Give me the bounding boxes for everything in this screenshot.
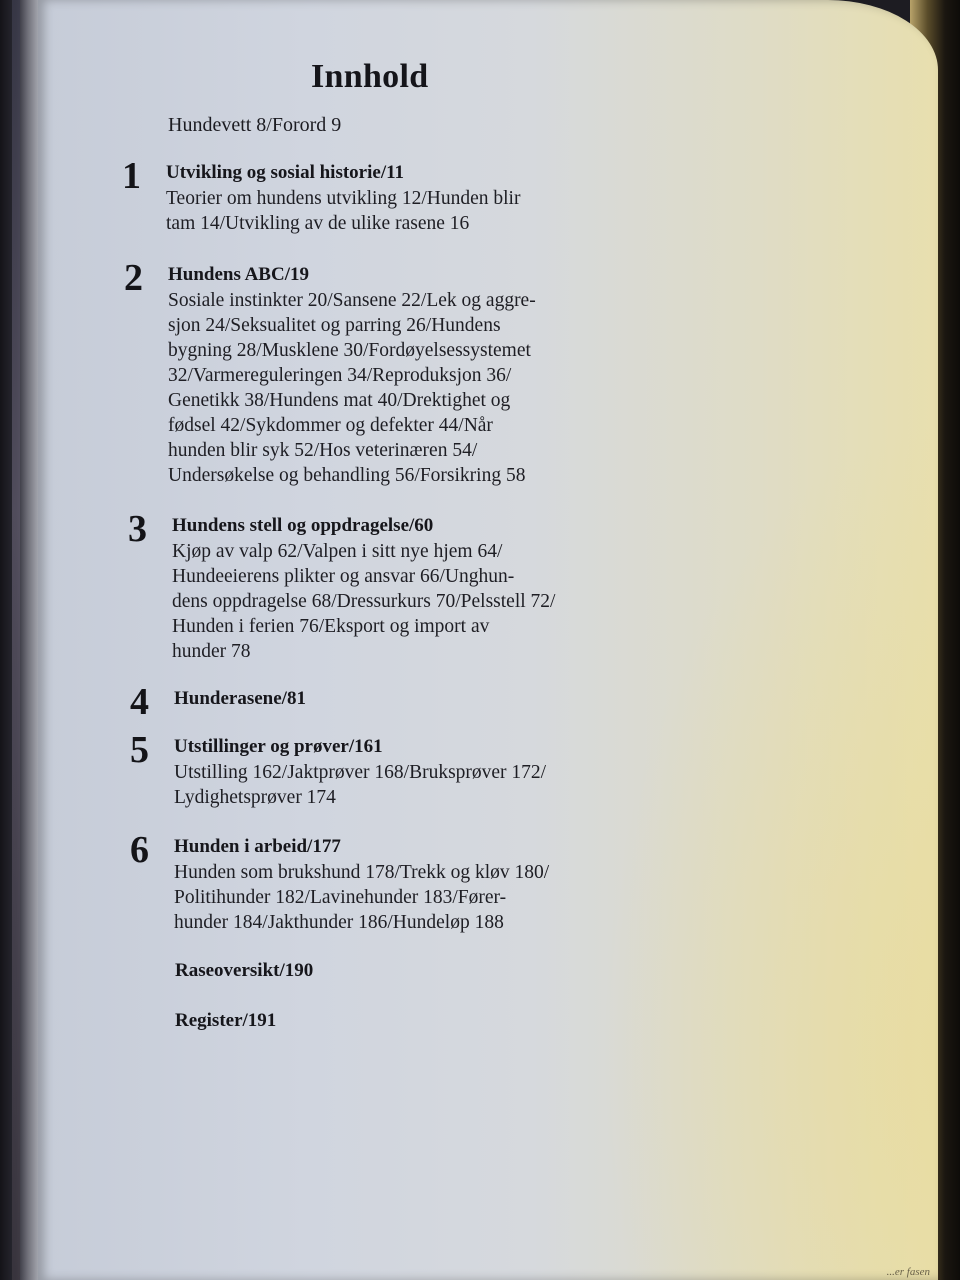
chapter-number: 6 — [130, 829, 149, 871]
chapter-contents — [174, 860, 624, 935]
breed-overview-entry: Raseoversikt/190 — [175, 960, 314, 981]
contents-line: Sosiale instinkter 20/Sansene 22/Lek og aggre- — [168, 290, 536, 311]
contents-line: fødsel 42/Sykdommer og defekter 44/Når — [168, 415, 493, 436]
contents-line: hunden blir syk 52/Hos veterinæren 54/ — [168, 440, 478, 461]
chapter-title: Hundens ABC/19 — [168, 264, 309, 285]
binding-strip — [12, 0, 20, 1280]
contents-line: hunder 184/Jakthunder 186/Hundeløp 188 — [174, 912, 504, 933]
page-title: Innhold — [311, 58, 429, 95]
contents-line: dens oppdragelse 68/Dressurkurs 70/Pelsstell 72/ — [172, 591, 556, 612]
chapter-number: 3 — [128, 508, 147, 550]
contents-line: 32/Varmereguleringen 34/Reproduksjon 36/ — [168, 365, 512, 386]
contents-line: Politihunder 182/Lavinehunder 183/Fører- — [174, 887, 507, 908]
contents-line: tam 14/Utvikling av de ulike rasene 16 — [166, 213, 470, 234]
contents-line: Utstilling 162/Jaktprøver 168/Bruksprøver 172/ — [174, 762, 547, 783]
chapter-contents — [172, 539, 622, 664]
chapter-title: Utstillinger og prøver/161 — [174, 736, 383, 757]
chapter-title: Utvikling og sosial historie/11 — [166, 162, 405, 183]
footer-fragment: ...er fasen — [886, 1266, 930, 1278]
chapter-contents — [166, 186, 616, 236]
contents-line: Hunden som brukshund 178/Trekk og kløv 180/ — [174, 862, 550, 883]
contents-line: Kjøp av valp 62/Valpen i sitt nye hjem 64/ — [172, 541, 503, 562]
contents-line: Lydighetsprøver 174 — [174, 787, 336, 808]
contents-line: bygning 28/Musklene 30/Fordøyelsessystemet — [168, 340, 531, 361]
chapter-number: 2 — [124, 257, 143, 299]
contents-line: Hundeeierens plikter og ansvar 66/Unghun- — [172, 566, 515, 587]
chapter-title: Hunderasene/81 — [174, 688, 306, 709]
chapter-number: 4 — [130, 681, 149, 723]
chapter-number: 1 — [122, 155, 141, 197]
chapter-title: Hunden i arbeid/177 — [174, 836, 341, 857]
contents-line: Genetikk 38/Hundens mat 40/Drektighet og — [168, 390, 511, 411]
contents-line: Teorier om hundens utvikling 12/Hunden blir — [166, 188, 521, 209]
contents-line: sjon 24/Seksualitet og parring 26/Hundens — [168, 315, 501, 336]
chapter-contents — [168, 288, 618, 488]
contents-line: Hunden i ferien 76/Eksport og import av — [172, 616, 490, 637]
contents-line: Undersøkelse og behandling 56/Forsikring 58 — [168, 465, 526, 486]
chapter-contents — [174, 760, 624, 810]
contents-line: hunder 78 — [172, 641, 251, 662]
chapter-number: 5 — [130, 729, 149, 771]
book-page — [38, 0, 938, 1280]
preface-entry: Hundevett 8/Forord 9 — [168, 114, 342, 136]
chapter-title: Hundens stell og oppdragelse/60 — [172, 515, 434, 536]
register-entry: Register/191 — [175, 1010, 277, 1031]
